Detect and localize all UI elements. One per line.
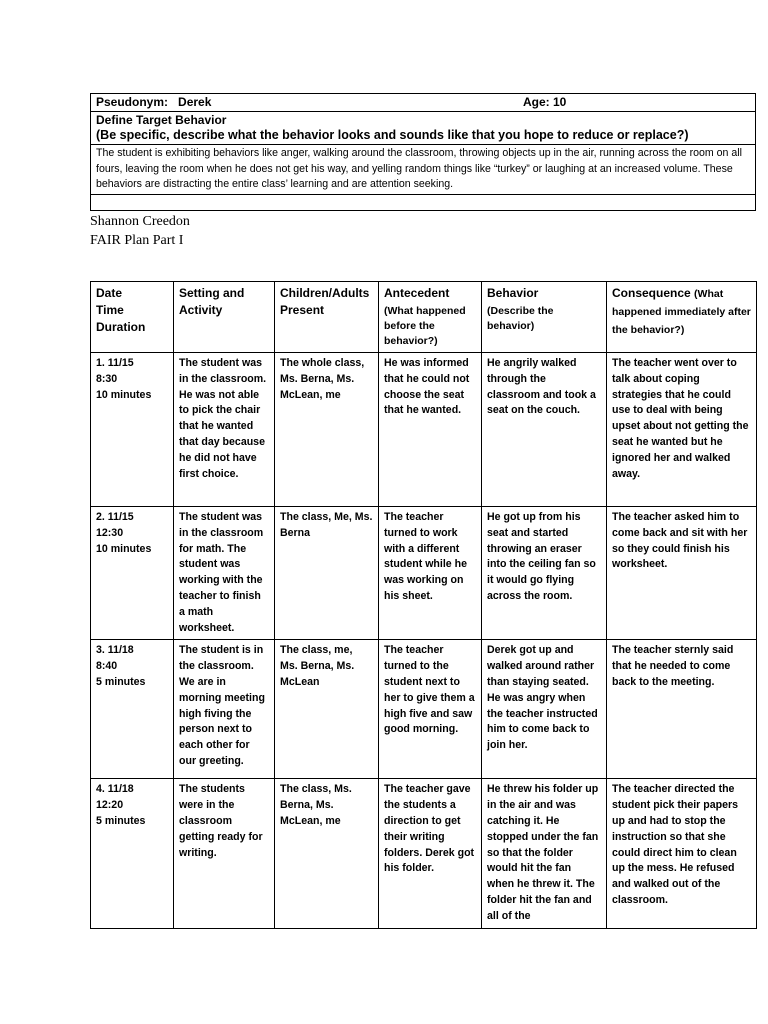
row-setting: The student was in the classroom. He was not able to pick the chair that he wanted that day because he did not have first choice. [174, 353, 275, 507]
author-block [90, 212, 190, 250]
header-setting [174, 282, 275, 353]
header-antecedent-text: Antecedent [384, 286, 450, 300]
row-present: The class, me, Ms. Berna, Ms. McLean [275, 640, 379, 779]
behavior-description: The student is exhibiting behaviors like anger, walking around the classroom, throwing objects up in the air, running across the room on all fours, leaving the room when he does not get his way, and yelling random things like “turkey” or laughing at an increased volume. These behaviors are distracting the entire class’ learning and are attention seeking. [91, 145, 756, 195]
row-date: 1. 11/15 8:30 10 minutes [91, 353, 174, 507]
header-present [275, 282, 379, 353]
header-setting-text: Setting and Activity [179, 286, 245, 317]
row-present: The whole class, Ms. Berna, Ms. McLean, me [275, 353, 379, 507]
table-row [91, 507, 757, 640]
pseudonym-cell [91, 94, 756, 112]
plan-title: FAIR Plan Part I [90, 233, 184, 248]
fair-observation-table [90, 281, 757, 929]
row-present: The class, Me, Ms. Berna [275, 507, 379, 640]
row-present: The class, Ms. Berna, Ms. McLean, me [275, 779, 379, 928]
pseudonym-label: Pseudonym: [96, 95, 169, 109]
target-behavior-table [90, 93, 756, 211]
target-behavior-heading: Define Target Behavior [96, 113, 227, 127]
header-behavior [482, 282, 607, 353]
table-row [91, 353, 757, 507]
row-consequence: The teacher sternly said that he needed to come back to the meeting. [607, 640, 757, 779]
header-present-text: Children/Adults Present [280, 286, 370, 317]
row-behavior: Derek got up and walked around rather than staying seated. He was angry when the teacher instructed him to come back to join her. [482, 640, 607, 779]
header-consequence-text: Consequence [612, 286, 691, 300]
table-row [91, 640, 757, 779]
header-consequence-sub: (What happened immediately after the behavior?) [612, 288, 751, 336]
row-date: 4. 11/18 12:20 5 minutes [91, 779, 174, 928]
row-behavior: He threw his folder up in the air and was catching it. He stopped under the fan so that the folder would hit the fan when he threw it. The folder hit the fan and all of the [482, 779, 607, 928]
target-behavior-heading-cell [91, 112, 756, 145]
row-consequence: The teacher directed the student pick their papers up and had to stop the instruction so that she could direct him to clean up the mess. He refused and walked out of the classroom. [607, 779, 757, 928]
header-antecedent [379, 282, 482, 353]
row-consequence: The teacher asked him to come back and sit with her so they could finish his worksheet. [607, 507, 757, 640]
table-row [91, 779, 757, 928]
row-setting: The student is in the classroom. We are in morning meeting high fiving the person next to each other for our greeting. [174, 640, 275, 779]
row-antecedent: The teacher gave the students a direction to get their writing folders. Derek got his folder. [379, 779, 482, 928]
row-antecedent: He was informed that he could not choose the seat that he wanted. [379, 353, 482, 507]
header-date-text: Date Time Duration [96, 286, 146, 334]
row-setting: The students were in the classroom getting ready for writing. [174, 779, 275, 928]
age-label: Age: 10 [523, 95, 567, 109]
row-behavior: He got up from his seat and started throwing an eraser into the ceiling fan so it would go flying across the room. [482, 507, 607, 640]
author-name: Shannon Creedon [90, 214, 190, 229]
row-setting: The student was in the classroom for math. The student was working with the teacher to finish a math worksheet. [174, 507, 275, 640]
header-antecedent-sub: (What happened before the behavior?) [384, 305, 466, 347]
header-behavior-text: Behavior [487, 286, 539, 300]
row-behavior: He angrily walked through the classroom and took a seat on the couch. [482, 353, 607, 507]
row-antecedent: The teacher turned to work with a different student while he was working on his sheet. [379, 507, 482, 640]
empty-row [91, 194, 756, 210]
row-date: 2. 11/15 12:30 10 minutes [91, 507, 174, 640]
header-date [91, 282, 174, 353]
header-row [91, 282, 757, 353]
pseudonym-value: Derek [178, 95, 212, 109]
header-consequence [607, 282, 757, 353]
row-antecedent: The teacher turned to the student next to her to give them a high five and saw good morning. [379, 640, 482, 779]
header-behavior-sub: (Describe the behavior) [487, 305, 554, 332]
target-behavior-instructions: (Be specific, describe what the behavior looks and sounds like that you hope to reduce or replace?) [96, 128, 689, 142]
row-consequence: The teacher went over to talk about coping strategies that he could use to deal with being upset about not getting the seat he wanted but he ignored her and walked away. [607, 353, 757, 507]
row-date: 3. 11/18 8:40 5 minutes [91, 640, 174, 779]
